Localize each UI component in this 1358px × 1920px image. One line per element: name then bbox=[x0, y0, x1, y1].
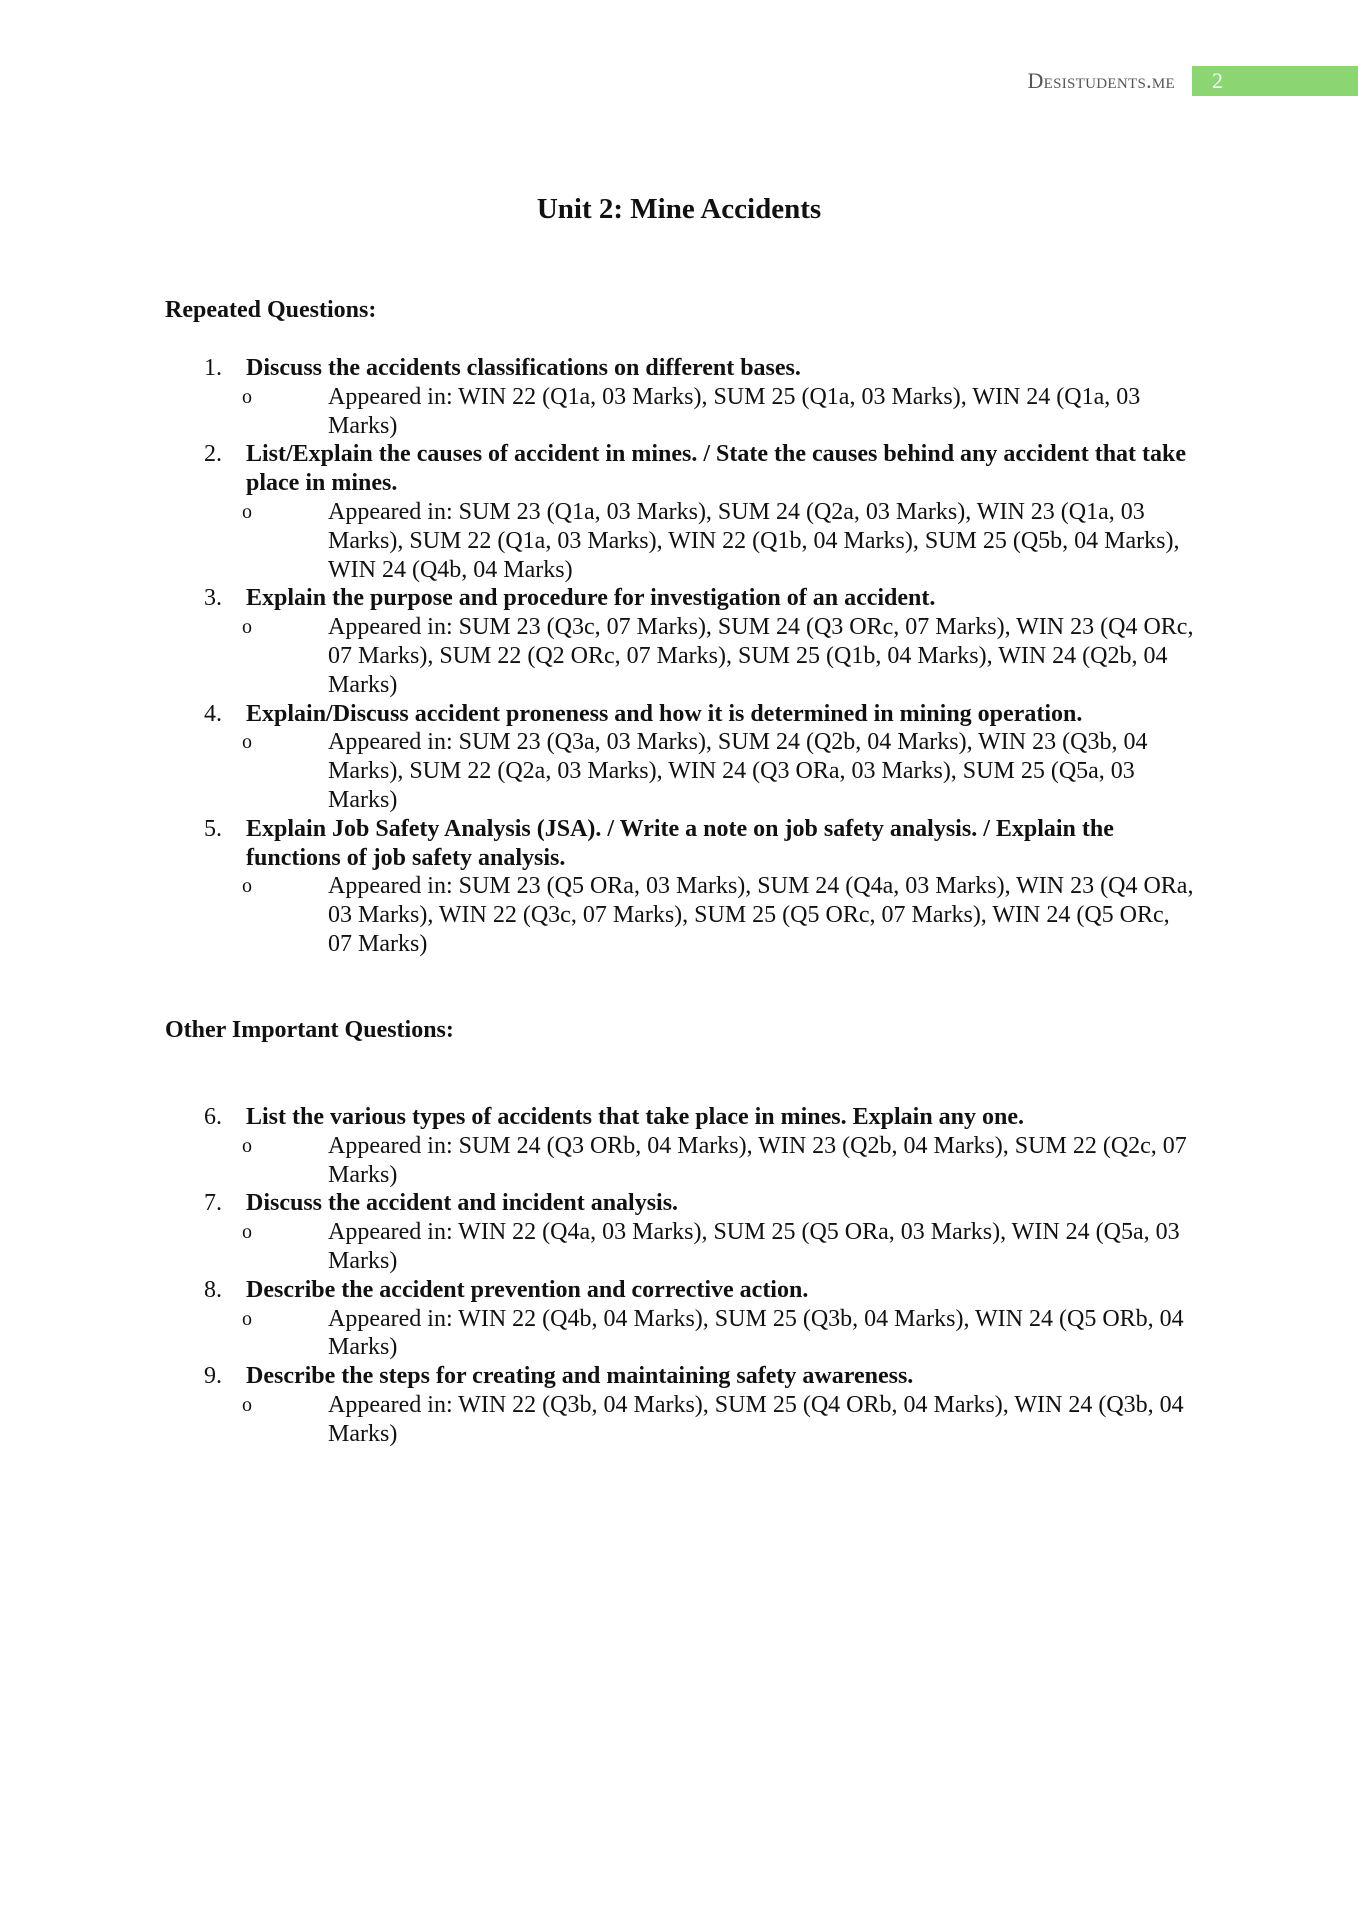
question-item bbox=[204, 700, 1194, 815]
question-item bbox=[204, 1103, 1194, 1189]
appeared-in-item bbox=[242, 1218, 1194, 1276]
question-item bbox=[204, 815, 1194, 959]
page-title: Unit 2: Mine Accidents bbox=[536, 193, 822, 225]
bullet-icon: o bbox=[242, 1221, 252, 1244]
question-item bbox=[204, 1276, 1194, 1362]
appeared-in-text: Appeared in: WIN 22 (Q3b, 04 Marks), SUM 25 (Q4 ORb, 04 Marks), WIN 24 (Q3b, 04 Marks) bbox=[328, 1391, 1184, 1447]
appeared-in-item bbox=[242, 1391, 1194, 1449]
appeared-in-item bbox=[242, 498, 1194, 584]
question-item bbox=[204, 1189, 1194, 1275]
question-text: Explain/Discuss accident proneness and how it is determined in mining operation. bbox=[246, 700, 1083, 727]
question-number: 4. bbox=[204, 700, 222, 727]
section-heading-other: Other Important Questions: bbox=[165, 1017, 454, 1043]
appeared-in-text: Appeared in: WIN 22 (Q4b, 04 Marks), SUM 25 (Q3b, 04 Marks), WIN 24 (Q5 ORb, 04 Marks) bbox=[328, 1305, 1184, 1361]
question-text: Explain the purpose and procedure for investigation of an accident. bbox=[246, 585, 936, 612]
bullet-icon: o bbox=[242, 731, 252, 754]
appeared-in-text: Appeared in: SUM 23 (Q1a, 03 Marks), SUM 24 (Q2a, 03 Marks), WIN 23 (Q1a, 03 Marks), SUM 22 (Q1a, 03 Marks), WIN 22 (Q1b, 04 Marks), SUM 25 (Q5b, 04 Marks), WIN 24 (Q4b, 04 Marks) bbox=[328, 498, 1180, 583]
bullet-icon: o bbox=[242, 500, 252, 523]
question-text: Describe the accident prevention and corrective action. bbox=[246, 1276, 809, 1303]
bullet-icon: o bbox=[242, 1307, 252, 1330]
question-number: 5. bbox=[204, 815, 222, 842]
bullet-icon: o bbox=[242, 875, 252, 898]
appeared-in-item bbox=[242, 1305, 1194, 1363]
bullet-icon: o bbox=[242, 1134, 252, 1157]
appeared-in-text: Appeared in: SUM 23 (Q3a, 03 Marks), SUM 24 (Q2b, 04 Marks), WIN 23 (Q3b, 04 Marks), SUM 22 (Q2a, 03 Marks), WIN 24 (Q3 ORa, 03 Marks), SUM 25 (Q5a, 03 Marks) bbox=[328, 729, 1148, 813]
question-item bbox=[204, 440, 1194, 584]
question-number: 2. bbox=[204, 441, 222, 468]
page-number-badge: 2 bbox=[1192, 66, 1358, 96]
appeared-in-text: Appeared in: WIN 22 (Q4a, 03 Marks), SUM 25 (Q5 ORa, 03 Marks), WIN 24 (Q5a, 03 Marks) bbox=[328, 1219, 1180, 1274]
question-text: List/Explain the causes of accident in mines. / State the causes behind any accident that take place in mines. bbox=[246, 441, 1187, 497]
question-item bbox=[204, 1362, 1194, 1448]
question-text: Discuss the accidents classifications on different bases. bbox=[246, 355, 801, 381]
appeared-in-text: Appeared in: SUM 23 (Q3c, 07 Marks), SUM 24 (Q3 ORc, 07 Marks), WIN 23 (Q4 ORc, 07 Marks), SUM 22 (Q2 ORc, 07 Marks), SUM 25 (Q1b, 04 Marks), WIN 24 (Q2b, 04 Marks) bbox=[328, 614, 1194, 698]
question-number: 9. bbox=[204, 1363, 222, 1390]
appeared-in-item bbox=[242, 728, 1194, 814]
appeared-in-text: Appeared in: SUM 24 (Q3 ORb, 04 Marks), WIN 23 (Q2b, 04 Marks), SUM 22 (Q2c, 07 Marks) bbox=[328, 1132, 1187, 1188]
question-number: 8. bbox=[204, 1276, 222, 1303]
question-text: Discuss the accident and incident analysis. bbox=[246, 1190, 679, 1217]
appeared-in-text: Appeared in: SUM 23 (Q5 ORa, 03 Marks), SUM 24 (Q4a, 03 Marks), WIN 23 (Q4 ORa, 03 Marks), WIN 22 (Q3c, 07 Marks), SUM 25 (Q5 ORc, 07 Marks), WIN 24 (Q5 ORc, 07 Marks) bbox=[328, 873, 1194, 957]
question-text: Explain Job Safety Analysis (JSA). / Write a note on job safety analysis. / Explain the functions of job safety analysis. bbox=[246, 815, 1114, 871]
bullet-icon: o bbox=[242, 385, 252, 408]
question-number: 1. bbox=[204, 355, 222, 381]
header-site-name: Desistudents.me bbox=[1027, 68, 1175, 93]
other-questions-list bbox=[204, 1103, 1194, 1449]
appeared-in-text: Appeared in: WIN 22 (Q1a, 03 Marks), SUM 25 (Q1a, 03 Marks), WIN 24 (Q1a, 03 Marks) bbox=[328, 383, 1141, 439]
appeared-in-item bbox=[242, 872, 1194, 958]
question-number: 7. bbox=[204, 1190, 222, 1217]
question-text: Describe the steps for creating and maintaining safety awareness. bbox=[246, 1363, 914, 1390]
bullet-icon: o bbox=[242, 1393, 252, 1416]
appeared-in-item bbox=[242, 383, 1194, 441]
section-heading-repeated: Repeated Questions: bbox=[165, 297, 377, 323]
question-number: 6. bbox=[204, 1104, 222, 1130]
question-item bbox=[204, 584, 1194, 699]
question-number: 3. bbox=[204, 585, 222, 612]
question-text: List the various types of accidents that take place in mines. Explain any one. bbox=[246, 1104, 1025, 1130]
repeated-questions-list bbox=[204, 354, 1194, 959]
appeared-in-item bbox=[242, 613, 1194, 699]
question-item bbox=[204, 354, 1194, 440]
bullet-icon: o bbox=[242, 616, 252, 639]
appeared-in-item bbox=[242, 1132, 1194, 1190]
